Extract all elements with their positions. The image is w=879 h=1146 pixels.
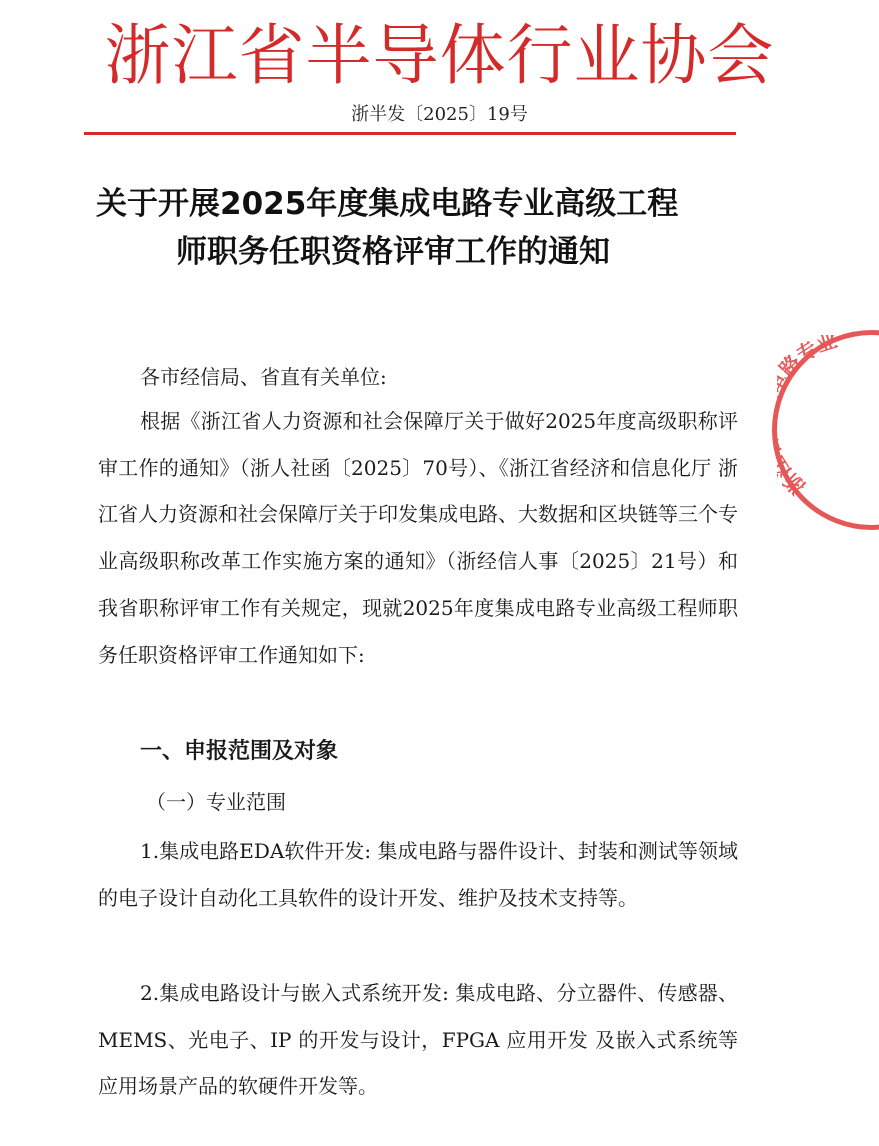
document-title-line1: 关于开展2025年度集成电路专业高级工程 [96,186,679,222]
red-divider [84,132,736,135]
salutation: 各市经信局、省直有关单位: [140,365,387,389]
seal-text-arc [777,335,879,525]
official-seal-stamp [772,330,879,530]
subsection-heading: （一）专业范围 [146,790,286,814]
letterhead-organization: 浙江省半导体行业协会 [104,17,775,94]
document-title [70,180,810,276]
list-item-1: 1.集成电路EDA软件开发: 集成电路与器件设计、封装和测试等领域的电子设计自动化工具软件的设计开发、维护及技术支持等。 [98,839,738,910]
svg-text:浙江省集成电路专业: 浙 路专业 [777,335,840,500]
list-item-2: 2.集成电路设计与嵌入式系统开发: 集成电路、分立器件、传感器、MEMS、光电子、IP 的开发与设计，FPGA 应用开发 及嵌入式系统等应用场景产品的软硬件开发等。 [98,981,738,1099]
intro-paragraph: 根据《浙江省人力资源和社会保障厅关于做好2025年度高级职称评审工作的通知》（浙人社函〔2025〕70号）、《浙江省经济和信息化厅 浙江省人力资源和社会保障厅关于印发集成电路、大数据和区块链等三个专业高级职称改革工作实施方案的通知》（浙经信人事〔2025〕21号）和我省职称评审工作有关规定，现就2025年度集成电路专业高级工程师职务任职资格评审工作通知如下: [98,409,738,667]
section-heading: 一、申报范围及对象 [140,739,339,764]
document-title-line2: 师职务任职资格评审工作的通知 [176,234,610,270]
document-number: 浙半发〔2025〕19号 [351,104,528,125]
